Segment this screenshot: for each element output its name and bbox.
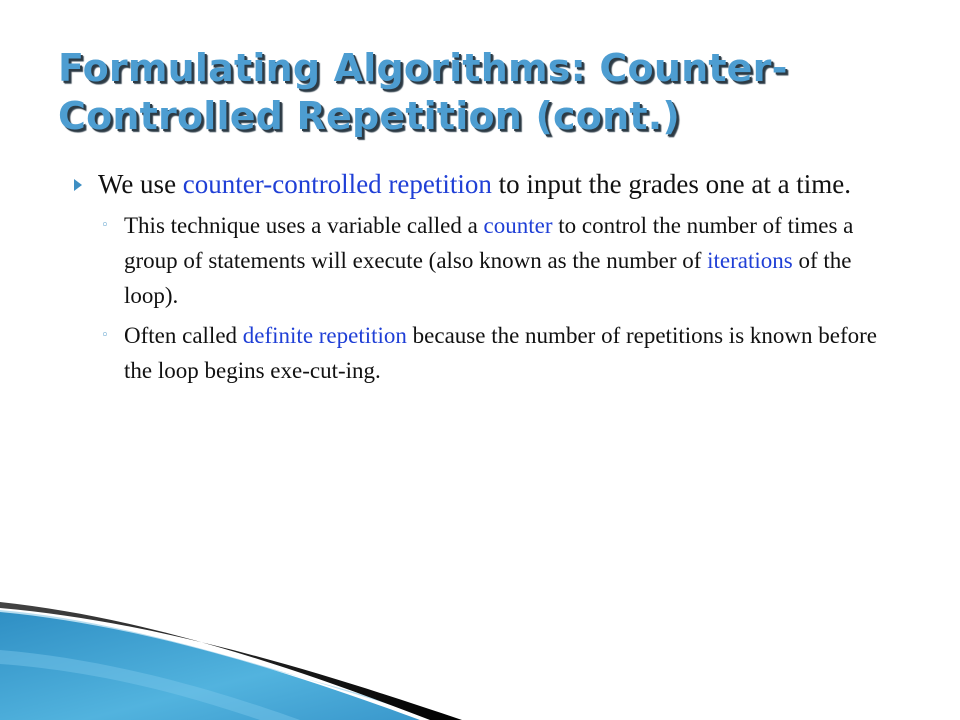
sub-bullet-text: Often called: [124, 323, 243, 348]
highlight-term: iterations: [707, 248, 793, 273]
sub-bullet-text: to control the number of times a group of statements will execute (also known as the number of: [124, 213, 854, 273]
circle-bullet-icon: ◦: [101, 218, 109, 233]
slide-title: [58, 44, 918, 140]
sub-bullet: [70, 318, 910, 388]
highlight-term: definite repetition: [242, 323, 407, 348]
sub-bullet-text: This technique uses a variable called a: [124, 213, 484, 238]
title-line-2: Controlled Repetition (cont.): [58, 94, 680, 138]
circle-bullet-icon: ◦: [101, 328, 109, 343]
slide-body: [70, 164, 910, 393]
decorative-swoosh: [0, 560, 960, 720]
bullet1-text: We use: [98, 169, 183, 199]
highlight-term: counter: [483, 213, 553, 238]
sub-bullet: [70, 208, 910, 313]
highlight-term: counter-controlled repetition: [182, 169, 492, 199]
sub-bullet-text: of the loop).: [124, 248, 852, 308]
bullet-level1: [70, 164, 910, 204]
triangle-right-icon: [74, 179, 82, 191]
title-line-1: Formulating Algorithms: Counter-: [58, 46, 788, 90]
bullet1-text: to input the grades one at a time.: [491, 169, 852, 199]
sub-bullet-list: [70, 208, 910, 388]
sub-bullet-text: because the number of repetitions is known before the loop begins exe-cut-ing.: [124, 323, 877, 383]
